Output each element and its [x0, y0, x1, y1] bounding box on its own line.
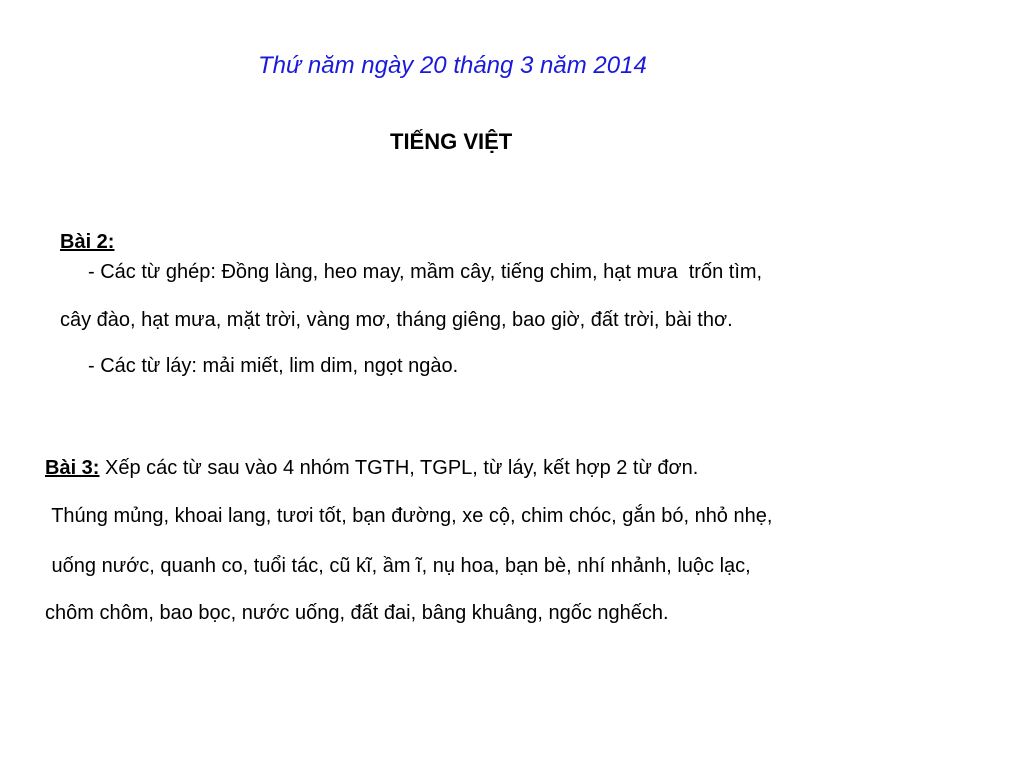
bai3-line-1: Thúng mủng, khoai lang, tươi tốt, bạn đường, xe cộ, chim chóc, gắn bó, nhỏ nhẹ,: [46, 505, 773, 527]
bai3-line-3: chôm chôm, bao bọc, nước uống, đất đai, bâng khuâng, ngốc nghếch.: [45, 602, 669, 624]
bai3-heading: Bài 3:: [45, 457, 100, 479]
bai3-first-line: [45, 456, 698, 480]
bai3-instruction: Xếp các từ sau vào 4 nhóm TGTH, TGPL, từ láy, kết hợp 2 từ đơn.: [99, 457, 699, 479]
subject-title: TIẾNG VIỆT: [390, 129, 513, 154]
bai2-line-3: - Các từ láy: mải miết, lim dim, ngọt ngào.: [88, 355, 459, 377]
bai3-line-2: uống nước, quanh co, tuổi tác, cũ kĩ, ầm ĩ, nụ hoa, bạn bè, nhí nhảnh, luộc lạc,: [46, 555, 751, 577]
date-line: Thứ năm ngày 20 tháng 3 năm 2014: [258, 52, 647, 79]
bai2-heading: Bài 2:: [60, 231, 115, 253]
bai2-line-2: cây đào, hạt mưa, mặt trời, vàng mơ, tháng giêng, bao giờ, đất trời, bài thơ.: [60, 309, 733, 331]
bai2-line-1: - Các từ ghép: Đồng làng, heo may, mầm cây, tiếng chim, hạt mưa trốn tìm,: [88, 261, 763, 283]
